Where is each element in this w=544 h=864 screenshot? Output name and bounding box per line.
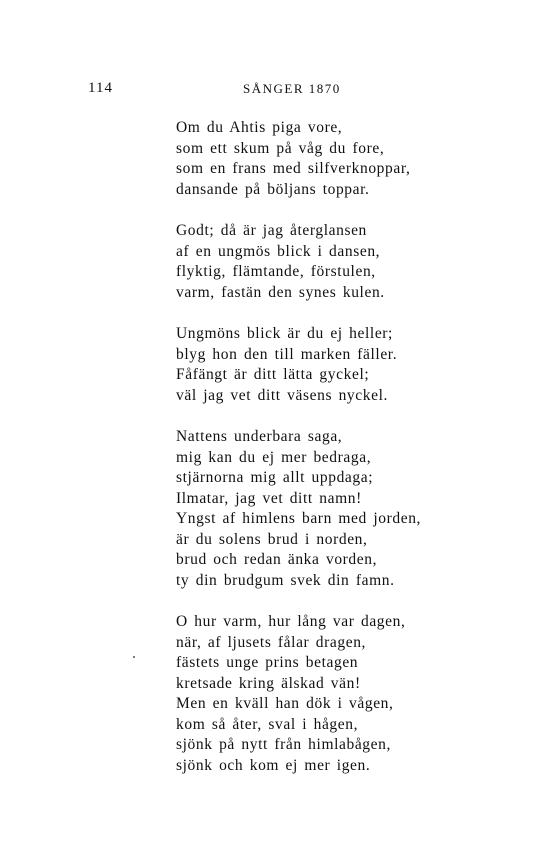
poem-line: sjönk och kom ej mer igen. xyxy=(176,756,371,774)
poem-line: kretsade kring älskad vän! xyxy=(176,674,361,692)
poem-line: dansande på böljans toppar. xyxy=(176,180,370,198)
poem-line: mig kan du ej mer bedraga, xyxy=(176,448,372,466)
poem-line: väl jag vet ditt väsens nyckel. xyxy=(176,386,388,404)
poem-line: Fåfängt är ditt lätta gyckel; xyxy=(176,366,370,383)
poem-line: Men en kväll han dök i vågen, xyxy=(176,695,394,712)
poem-line: fästets unge prins betagen xyxy=(176,654,359,671)
poem-line: brud och redan änka vorden, xyxy=(176,551,378,568)
poem-line: som en frans med silfverknoppar, xyxy=(176,160,411,177)
poem-line: kom så åter, sval i hågen, xyxy=(176,715,359,733)
poem-line: flyktig, flämtande, förstulen, xyxy=(176,263,376,280)
page-number: 114 xyxy=(88,80,113,96)
stanza-1 xyxy=(176,118,516,200)
poem-line: O hur varm, hur lång var dagen, xyxy=(176,613,406,630)
stanza-3 xyxy=(176,324,516,406)
stanza-4 xyxy=(176,427,516,591)
stanza-5 xyxy=(176,612,516,776)
poem-line: Ilmatar, jag vet ditt namn! xyxy=(176,489,362,507)
poem-line: sjönk på nytt från himlabågen, xyxy=(176,736,391,753)
poem-line: Nattens underbara saga, xyxy=(176,428,343,445)
poem-line: ty din brudgum svek din famn. xyxy=(176,571,395,589)
stanza-2 xyxy=(176,221,516,303)
poem-line: Godt; då är jag återglansen xyxy=(176,222,367,239)
poem-line: är du solens brud i norden, xyxy=(176,530,368,548)
poem-line: som ett skum på våg du fore, xyxy=(176,139,385,157)
poem-line: stjärnorna mig allt uppdaga; xyxy=(176,469,374,486)
poem-line: Om du Ahtis piga vore, xyxy=(176,119,343,136)
poem xyxy=(176,118,516,776)
poem-line: Yngst af himlens barn med jorden, xyxy=(176,510,422,527)
poem-line: blyg hon den till marken fäller. xyxy=(176,345,398,363)
poem-line: Ungmöns blick är du ej heller; xyxy=(176,325,393,342)
poem-line: när, af ljusets fålar dragen, xyxy=(176,633,367,651)
poem-line: varm, fastän den synes kulen. xyxy=(176,283,385,301)
running-head: SÅNGER 1870 xyxy=(243,81,341,96)
ink-speck xyxy=(133,656,135,658)
poem-line: af en ungmös blick i dansen, xyxy=(176,242,381,260)
